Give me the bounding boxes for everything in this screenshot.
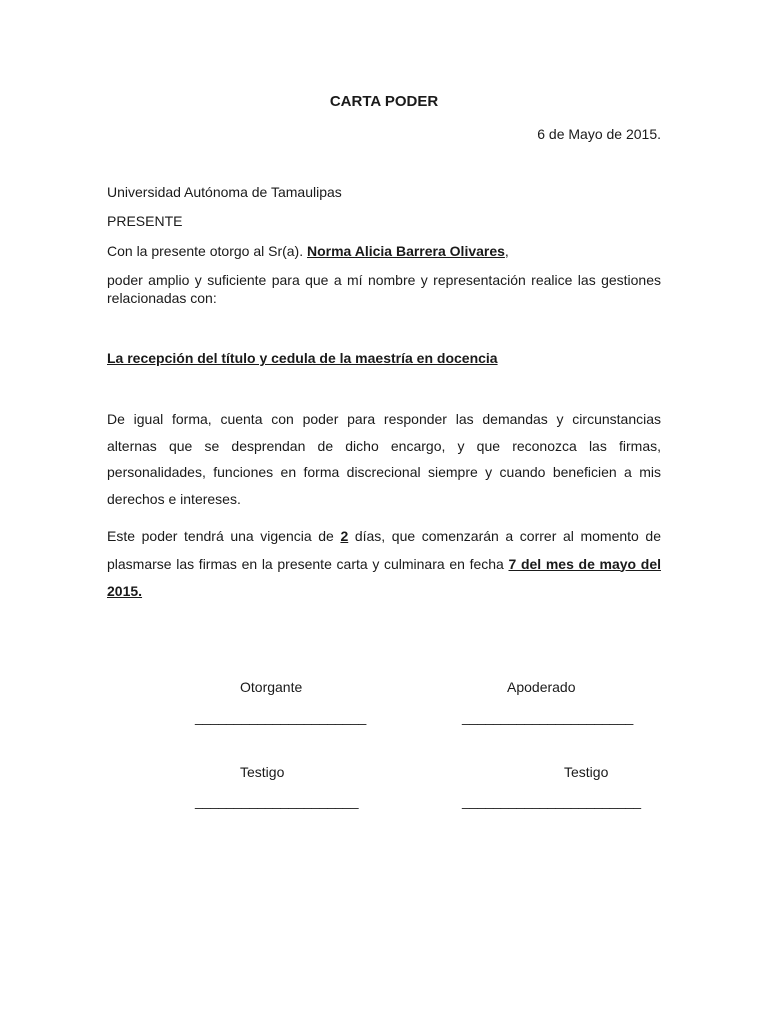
testigo-label-left: Testigo <box>240 764 285 780</box>
signature-line-otorgante: ______________________ <box>195 709 367 725</box>
apoderado-label: Apoderado <box>507 679 576 695</box>
testigo-label-right: Testigo <box>564 764 609 780</box>
grant-line <box>107 242 509 260</box>
paragraph-power: poder amplio y suficiente para que a mí nombre y representación realice las gestiones relacionadas con: <box>107 272 661 306</box>
otorgante-label: Otorgante <box>240 679 303 695</box>
subject-line: La recepción del título y cedula de la maestría en docencia <box>107 350 498 366</box>
recipient-name: Universidad Autónoma de Tamaulipas <box>107 184 342 200</box>
validity-middle: días, que comenzarán a correr al momento de plasmarse las firmas en la presente carta y culminara en fecha <box>107 528 661 572</box>
paragraph-additional-powers: De igual forma, cuenta con poder para responder las demandas y circunstancias alternas que se desprendan de dicho encargo, y que reconozca las firmas, personalidades, funciones en forma discrecional siempre y cuando beneficien a mis derechos e intereses. <box>107 411 661 507</box>
grant-prefix: Con la presente otorgo al Sr(a). <box>107 243 307 259</box>
validity-days: 2 <box>340 528 349 544</box>
grantee-name: Norma Alicia Barrera Olivares <box>307 243 505 259</box>
grant-suffix: , <box>504 243 509 259</box>
paragraph-validity <box>107 523 661 606</box>
presente-label: PRESENTE <box>107 213 183 229</box>
signature-line-apoderado: ______________________ <box>462 709 634 725</box>
document-title: CARTA PODER <box>329 93 439 110</box>
validity-prefix: Este poder tendrá una vigencia de <box>107 528 341 544</box>
document-date: 6 de Mayo de 2015. <box>537 126 661 142</box>
validity-end-date: 7 del mes de mayo del 2015. <box>107 555 661 599</box>
signature-line-testigo-left: _____________________ <box>195 793 359 809</box>
signature-line-testigo-right: _______________________ <box>462 793 642 809</box>
